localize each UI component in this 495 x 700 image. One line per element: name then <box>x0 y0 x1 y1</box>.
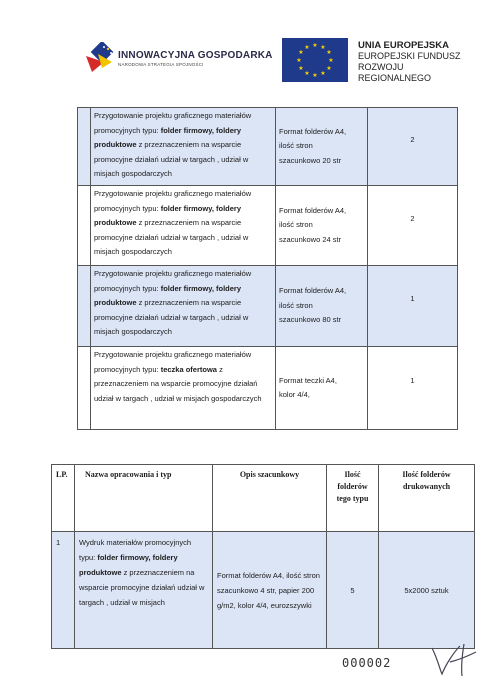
svg-text:★: ★ <box>296 57 302 64</box>
table-row <box>78 186 458 266</box>
header-lp: LP. <box>52 465 75 532</box>
svg-text:★: ★ <box>320 70 326 77</box>
eu-fund-line2: ROZWOJU REGIONALNEGO <box>358 62 432 83</box>
header-druk-l2: drukowanych <box>402 482 451 491</box>
design-items-table <box>77 107 458 430</box>
header-opis: Opis szacunkowy <box>213 465 327 532</box>
svg-text:★: ★ <box>304 44 310 51</box>
header-ilosc-l1: Ilość <box>344 470 361 479</box>
desc-intro: Przygotowanie projektu graficznego materiałów promocyjnych typu: <box>94 111 252 135</box>
desc-sep: , <box>211 125 216 135</box>
format-line: kolor 4/4, <box>279 390 310 399</box>
item-format <box>276 347 368 430</box>
item-quantity: 1 <box>368 347 458 430</box>
item-quantity: 2 <box>368 108 458 186</box>
eu-flag-icon <box>282 38 348 82</box>
header-drukowanych <box>379 465 475 532</box>
print-items-table <box>51 464 475 649</box>
table-row <box>78 108 458 186</box>
desc-type-1: teczka ofertowa <box>160 364 217 374</box>
eu-title: UNIA EUROPEJSKA <box>358 40 449 51</box>
desc-type-1: folder firmowy <box>160 125 212 135</box>
format-line: Format folderów A4, <box>279 205 347 215</box>
desc-type-2: foldery produktowe <box>94 203 242 227</box>
format-line: szacunkowo 20 str <box>279 155 342 165</box>
ig-subtitle: NARODOWA STRATEGIA SPÓJNOŚCI <box>118 62 204 67</box>
table-row <box>78 266 458 347</box>
table-row <box>52 532 475 649</box>
item-format <box>276 266 368 347</box>
format-line: ilość stron <box>279 141 313 151</box>
innowacyjna-gospodarka-logo-icon <box>86 42 116 74</box>
table-cell-blank <box>78 108 91 186</box>
item-description <box>91 347 276 430</box>
desc-intro: Przygotowanie projektu graficznego materiałów promocyjnych typu: <box>94 269 252 293</box>
item-quantity: 2 <box>368 186 458 266</box>
header-ilosc-l3: tego typu <box>336 494 369 503</box>
row-druk-value: 5x2000 sztuk <box>404 585 449 595</box>
header-ilosc <box>327 465 379 532</box>
desc-sep: , <box>211 203 216 213</box>
item-quantity: 1 <box>368 266 458 347</box>
desc-sep: , <box>211 283 216 293</box>
signature-icon <box>428 640 480 680</box>
format-line: Format folderów A4, <box>279 286 347 296</box>
svg-text:★: ★ <box>312 72 318 79</box>
ig-name: INNOWACYJNA GOSPODARKA <box>118 50 273 61</box>
desc-type-1: folder firmowy <box>97 553 149 562</box>
format-line: ilość stron <box>279 220 313 230</box>
header-druk-l1: Ilość folderów <box>402 470 451 479</box>
row-opis: Format folderów A4, ilość stron szacunkowo 4 str, papier 200 g/m2, kolor 4/4, eurozszywki <box>213 532 327 649</box>
desc-type-2: foldery produktowe <box>94 125 242 149</box>
format-line: Format teczki A4, <box>279 375 337 385</box>
desc-rest: z przeznaczeniem na wsparcie promocyjne działań udział w targach , udział w misjach <box>79 568 205 607</box>
row-ilosc: 5 <box>327 532 379 649</box>
row-lp: 1 <box>52 532 75 649</box>
svg-text:★: ★ <box>326 65 332 72</box>
table-header-row <box>52 465 475 532</box>
desc-type-2: foldery produktowe <box>94 283 242 307</box>
header-nazwa: Nazwa opracowania i typ <box>75 465 213 532</box>
item-format <box>276 186 368 266</box>
desc-rest: z przeznaczeniem na wsparcie promocyjne działań udział w targach , udział w misjach gospodarczych <box>94 298 249 336</box>
desc-rest: z przeznaczeniem na wsparcie promocyjne działań udział w targach , udział w misjach gospodarczych <box>94 364 262 403</box>
item-description <box>91 108 276 186</box>
table-cell-blank <box>78 186 91 266</box>
svg-text:★: ★ <box>298 49 304 56</box>
svg-text:★: ★ <box>320 44 326 51</box>
desc-type-1: folder firmowy <box>160 203 212 213</box>
format-line: szacunkowo 80 str <box>279 315 342 325</box>
svg-text:★: ★ <box>328 57 334 64</box>
desc-intro: Wydruk materiałów promocyjnych typu: <box>79 538 192 562</box>
svg-text:★: ★ <box>298 65 304 72</box>
header-ilosc-l2: folderów <box>337 482 368 491</box>
row-nazwa <box>75 532 213 649</box>
innowacyjna-gospodarka-text <box>118 50 273 67</box>
svg-text:★: ★ <box>312 42 318 49</box>
desc-type-1: folder firmowy <box>160 283 212 293</box>
item-format <box>276 108 368 186</box>
svg-text:★: ★ <box>304 70 310 77</box>
desc-rest: z przeznaczeniem na wsparcie promocyjne działań udział w targach , udział w misjach gospodarczych <box>94 218 249 256</box>
format-line: szacunkowo 24 str <box>279 234 342 244</box>
page-number-stamp: 000002 <box>342 656 392 670</box>
row-druk <box>379 532 475 649</box>
desc-intro: Przygotowanie projektu graficznego materiałów promocyjnych typu: <box>94 350 252 374</box>
eu-fund-line1: EUROPEJSKI FUNDUSZ <box>358 51 461 61</box>
svg-text:★: ★ <box>326 49 332 56</box>
table-row <box>78 347 458 430</box>
page-header <box>86 38 466 86</box>
eu-text <box>358 40 466 84</box>
desc-rest: z przeznaczeniem na wsparcie promocyjne działań udział w targach , udział w misjach gospodarczych <box>94 140 249 178</box>
format-line: Format folderów A4, <box>279 126 347 136</box>
item-description <box>91 266 276 347</box>
format-line: ilość stron <box>279 300 313 310</box>
item-description <box>91 186 276 266</box>
table-cell-blank <box>78 266 91 347</box>
desc-sep: , <box>148 553 153 562</box>
desc-intro: Przygotowanie projektu graficznego materiałów promocyjnych typu: <box>94 189 252 213</box>
desc-type-2: foldery produktowe <box>79 553 178 577</box>
table-cell-blank <box>78 347 91 430</box>
